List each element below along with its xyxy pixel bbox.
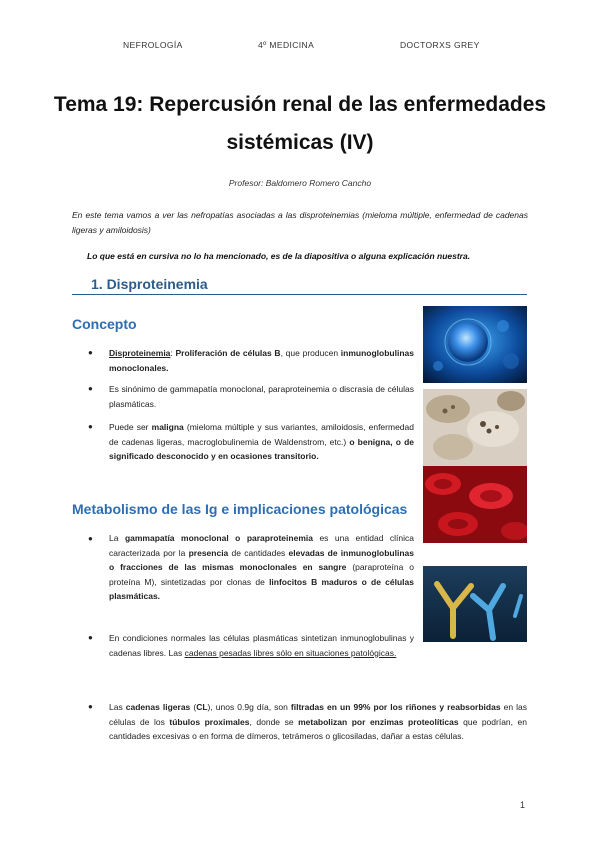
bullet-icon: ● (88, 348, 93, 357)
page-number: 1 (520, 800, 526, 810)
intro-paragraph: En este tema vamos a ver las nefropatías asociadas a las disproteinemias (mieloma múltiple, enfermedad de cadenas ligeras y amiloidosis) (72, 210, 528, 235)
section-heading-disproteinemia: 1. Disproteinemia (91, 276, 208, 292)
header-author: DOCTORXS GREY (400, 40, 480, 50)
subheading-concepto: Concepto (72, 316, 137, 332)
list-item-metabolismo-1: La gammapatía monoclonal o paraproteinemia es una entidad clínica caracterizada por la presencia de cantidades elevadas de inmunoglobulinas o fracciones de las mismas monoclonales en sangre (paraproteína o proteína M), sintetizadas por clonas de linfocitos B maduros o de células plasmáticas. (109, 533, 414, 601)
b-cell-illustration (423, 306, 527, 383)
bullet-icon: ● (88, 422, 93, 431)
list-item-metabolismo-3: Las cadenas ligeras (CL), unos 0.9g día, son filtradas en un 99% por los riñones y reabsorbidas en las células de los túbulos proximales, donde se metabolizan por enzimas proteolíticas que podrían, en cantidades excesivas o en forma de dímeros, tetrámeros o glicosiladas, dañar a estas células. (109, 702, 528, 741)
subheading-metabolismo: Metabolismo de las Ig e implicaciones patológicas (72, 501, 408, 517)
tissue-micrograph-illustration (423, 389, 527, 466)
antibody-illustration (423, 566, 527, 642)
bullet-icon: ● (88, 702, 93, 711)
bullet-icon: ● (88, 534, 93, 543)
list-item-metabolismo-2: En condiciones normales las células plasmáticas sintetizan inmunoglobulinas y cadenas libres. Las cadenas pesadas libres sólo en situaciones patológicas. (109, 633, 414, 658)
italic-note: Lo que está en cursiva no lo ha mencionado, es de la diapositiva o alguna explicación nuestra. (87, 251, 471, 261)
list-item-concepto-3: Puede ser maligna (mieloma múltiple y sus variantes, amiloidosis, enfermedad de cadenas ligeras, macroglobulinemia de Waldenstrom, etc.) o benigna, o de significado desconocido y en ocasiones transitorio. (109, 422, 415, 461)
header-course: 4º MEDICINA (258, 40, 315, 50)
section-rule (72, 294, 527, 295)
bullet-icon: ● (88, 633, 93, 642)
list-item-concepto-1: Disproteinemia: Proliferación de células B, que producen inmunoglobulinas monoclonales. (109, 348, 414, 373)
page-title: Tema 19: Repercusión renal de las enfermedades sistémicas (IV) (53, 93, 547, 154)
professor-line: Profesor: Baldomero Romero Cancho (228, 178, 372, 188)
header-subject: NEFROLOGÍA (123, 40, 183, 50)
bullet-icon: ● (88, 384, 93, 393)
list-item-concepto-2: Es sinónimo de gammapatía monoclonal, paraproteinemia o discrasia de células plasmáticas. (109, 384, 414, 409)
red-blood-cells-illustration (423, 466, 527, 543)
